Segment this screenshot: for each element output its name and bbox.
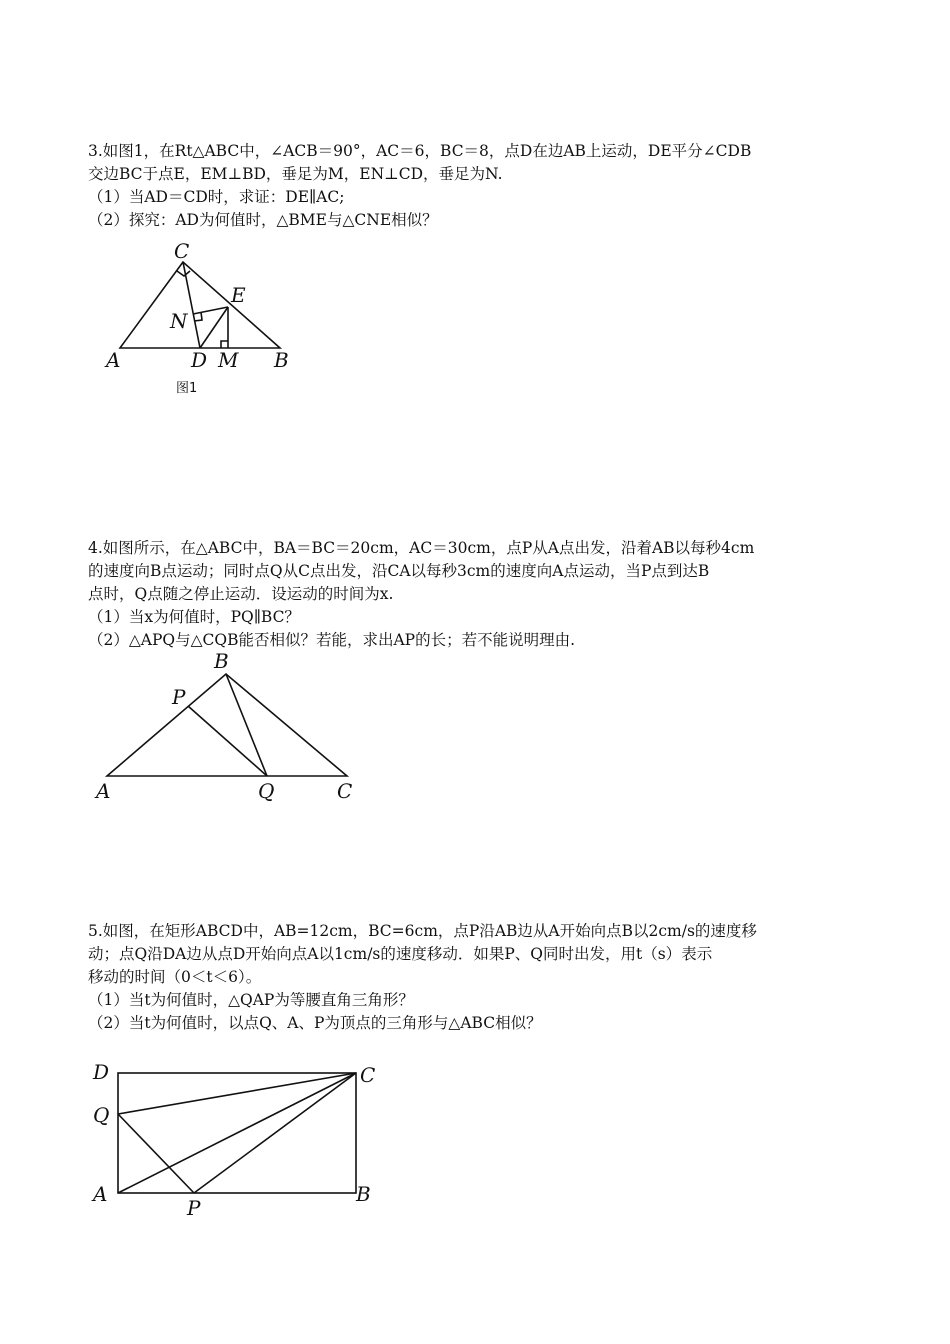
problem-5-line-2: 动；点Q沿DA边从点D开始向点A以1cm/s的速度移动．如果P、Q同时出发，用t（s）表示 <box>88 945 713 963</box>
segment-bq <box>226 674 267 776</box>
segment-pc <box>194 1073 356 1193</box>
label-p: P <box>172 685 186 709</box>
problem-4-line-2: 的速度向B点运动；同时点Q从C点出发，沿CA以每秒3cm的速度向A点运动，当P点到达B <box>88 562 710 580</box>
label-q: Q <box>93 1103 110 1127</box>
problem-3-line-2: 交边BC于点E，EM⊥BD，垂足为M，EN⊥CD，垂足为N. <box>88 165 503 183</box>
label-d: D <box>93 1060 110 1084</box>
problem-5-line-3: 移动的时间（0＜t＜6）。 <box>88 968 262 986</box>
problem-3-question-2: （2）探究：AD为何值时，△BME与△CNE相似？ <box>88 211 438 229</box>
segment-pq <box>188 706 267 776</box>
figure-1 <box>90 240 320 405</box>
problem-5 <box>88 920 878 1035</box>
problem-5-question-2: （2）当t为何值时，以点Q、A、P为顶点的三角形与△ABC相似？ <box>88 1014 542 1032</box>
label-n: N <box>170 309 188 333</box>
problem-4-question-2: （2）△APQ与△CQB能否相似？若能，求出AP的长；若不能说明理由. <box>88 631 576 649</box>
label-a: A <box>96 779 111 803</box>
segment-de <box>200 307 228 348</box>
label-b: B <box>356 1182 371 1206</box>
triangle-abc <box>120 262 280 348</box>
label-e: E <box>231 283 246 307</box>
segment-qc <box>118 1073 356 1114</box>
problem-5-question-1: （1）当t为何值时，△QAP为等腰直角三角形？ <box>88 991 414 1009</box>
label-c: C <box>174 239 190 263</box>
segment-ac <box>118 1073 356 1193</box>
figure-2 <box>90 648 370 808</box>
segment-qp <box>118 1114 194 1193</box>
label-b: B <box>274 348 289 372</box>
problem-4-question-1: （1）当x为何值时，PQ∥BC？ <box>88 608 300 626</box>
right-angle-mark-c <box>177 271 190 276</box>
figure-1-caption: 图1 <box>176 381 198 396</box>
right-angle-mark-m <box>221 341 228 348</box>
problem-4-line-3: 点时，Q点随之停止运动．设运动的时间为x. <box>88 585 394 603</box>
label-c: C <box>337 779 353 803</box>
label-p: P <box>187 1196 201 1220</box>
problem-3 <box>88 140 878 232</box>
label-q: Q <box>258 779 275 803</box>
label-b: B <box>214 649 229 673</box>
problem-5-line-1: 5.如图，在矩形ABCD中，AB=12cm，BC=6cm，点P沿AB边从A开始向点B以2cm/s的速度移 <box>88 922 757 940</box>
problem-3-question-1: （1）当AD＝CD时，求证：DE∥AC; <box>88 188 345 206</box>
label-a: A <box>106 348 121 372</box>
problem-3-line-1: 3.如图1，在Rt△ABC中，∠ACB＝90°，AC＝6，BC＝8，点D在边AB上运动，DE平分∠CDB <box>88 142 752 160</box>
label-m: M <box>218 348 239 372</box>
figure-3 <box>88 1055 388 1225</box>
problem-4-line-1: 4.如图所示，在△ABC中，BA＝BC＝20cm，AC＝30cm，点P从A点出发，沿着AB以每秒4cm <box>88 539 755 557</box>
label-d: D <box>191 348 208 372</box>
label-a: A <box>93 1182 108 1206</box>
label-c: C <box>360 1063 376 1087</box>
segment-en <box>193 307 228 314</box>
problem-4 <box>88 537 878 652</box>
triangle-abc <box>107 674 347 776</box>
